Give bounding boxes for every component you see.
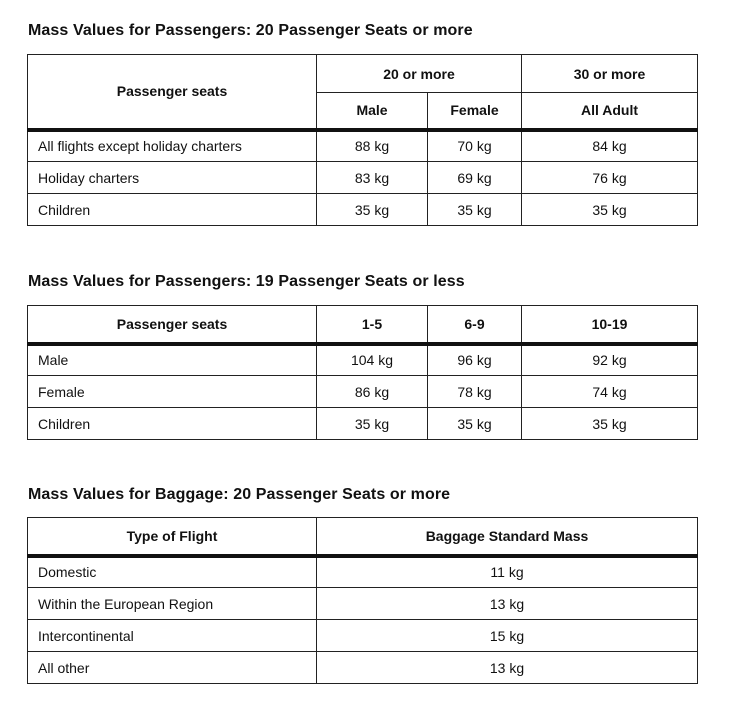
- cell-value: 76 kg: [522, 162, 698, 194]
- cell-value: 70 kg: [428, 130, 522, 162]
- cell-value: 74 kg: [522, 376, 698, 408]
- cell-value: 35 kg: [317, 408, 428, 440]
- row-label: Female: [28, 376, 317, 408]
- cell-value: 35 kg: [522, 408, 698, 440]
- cell-value: 84 kg: [522, 130, 698, 162]
- passengers-20-or-more-title: Mass Values for Passengers: 20 Passenger Seats or more: [28, 22, 473, 39]
- table-row: [28, 620, 698, 652]
- cell-value: 88 kg: [317, 130, 428, 162]
- cell-value: 15 kg: [317, 620, 698, 652]
- cell-value: 35 kg: [428, 194, 522, 226]
- cell-value: 35 kg: [428, 408, 522, 440]
- row-label: Children: [28, 408, 317, 440]
- header-30-or-more: 30 or more: [522, 55, 698, 93]
- row-label: Male: [28, 344, 317, 376]
- passengers-20-or-more-table: [27, 54, 698, 226]
- baggage-table: [27, 517, 698, 684]
- cell-value: 35 kg: [317, 194, 428, 226]
- cell-value: 96 kg: [428, 344, 522, 376]
- baggage-title: Mass Values for Baggage: 20 Passenger Seats or more: [28, 486, 451, 503]
- cell-value: 11 kg: [317, 556, 698, 588]
- table-row: [28, 162, 698, 194]
- passengers-19-or-less-table: [27, 305, 698, 440]
- header-male: Male: [317, 93, 428, 130]
- header-6-9: 6-9: [428, 306, 522, 344]
- cell-value: 104 kg: [317, 344, 428, 376]
- header-passenger-seats: Passenger seats: [28, 306, 317, 344]
- cell-value: 83 kg: [317, 162, 428, 194]
- table-row: [28, 376, 698, 408]
- cell-value: 13 kg: [317, 588, 698, 620]
- row-label: All other: [28, 652, 317, 684]
- table-row: [28, 344, 698, 376]
- cell-value: 86 kg: [317, 376, 428, 408]
- cell-value: 13 kg: [317, 652, 698, 684]
- header-1-5: 1-5: [317, 306, 428, 344]
- table-row: [28, 408, 698, 440]
- header-passenger-seats: Passenger seats: [28, 55, 317, 130]
- header-female: Female: [428, 93, 522, 130]
- passengers-19-or-less-title: Mass Values for Passengers: 19 Passenger Seats or less: [28, 273, 465, 290]
- table-row: [28, 556, 698, 588]
- row-label: Domestic: [28, 556, 317, 588]
- header-10-19: 10-19: [522, 306, 698, 344]
- header-20-or-more: 20 or more: [317, 55, 522, 93]
- table-row: [28, 130, 698, 162]
- cell-value: 35 kg: [522, 194, 698, 226]
- header-type-of-flight: Type of Flight: [28, 518, 317, 556]
- cell-value: 69 kg: [428, 162, 522, 194]
- header-all-adult: All Adult: [522, 93, 698, 130]
- row-label: Intercontinental: [28, 620, 317, 652]
- row-label: All flights except holiday charters: [28, 130, 317, 162]
- table-row: [28, 588, 698, 620]
- row-label: Children: [28, 194, 317, 226]
- table-row: [28, 652, 698, 684]
- row-label: Holiday charters: [28, 162, 317, 194]
- row-label: Within the European Region: [28, 588, 317, 620]
- cell-value: 92 kg: [522, 344, 698, 376]
- header-baggage-standard-mass: Baggage Standard Mass: [317, 518, 698, 556]
- table-row: [28, 194, 698, 226]
- cell-value: 78 kg: [428, 376, 522, 408]
